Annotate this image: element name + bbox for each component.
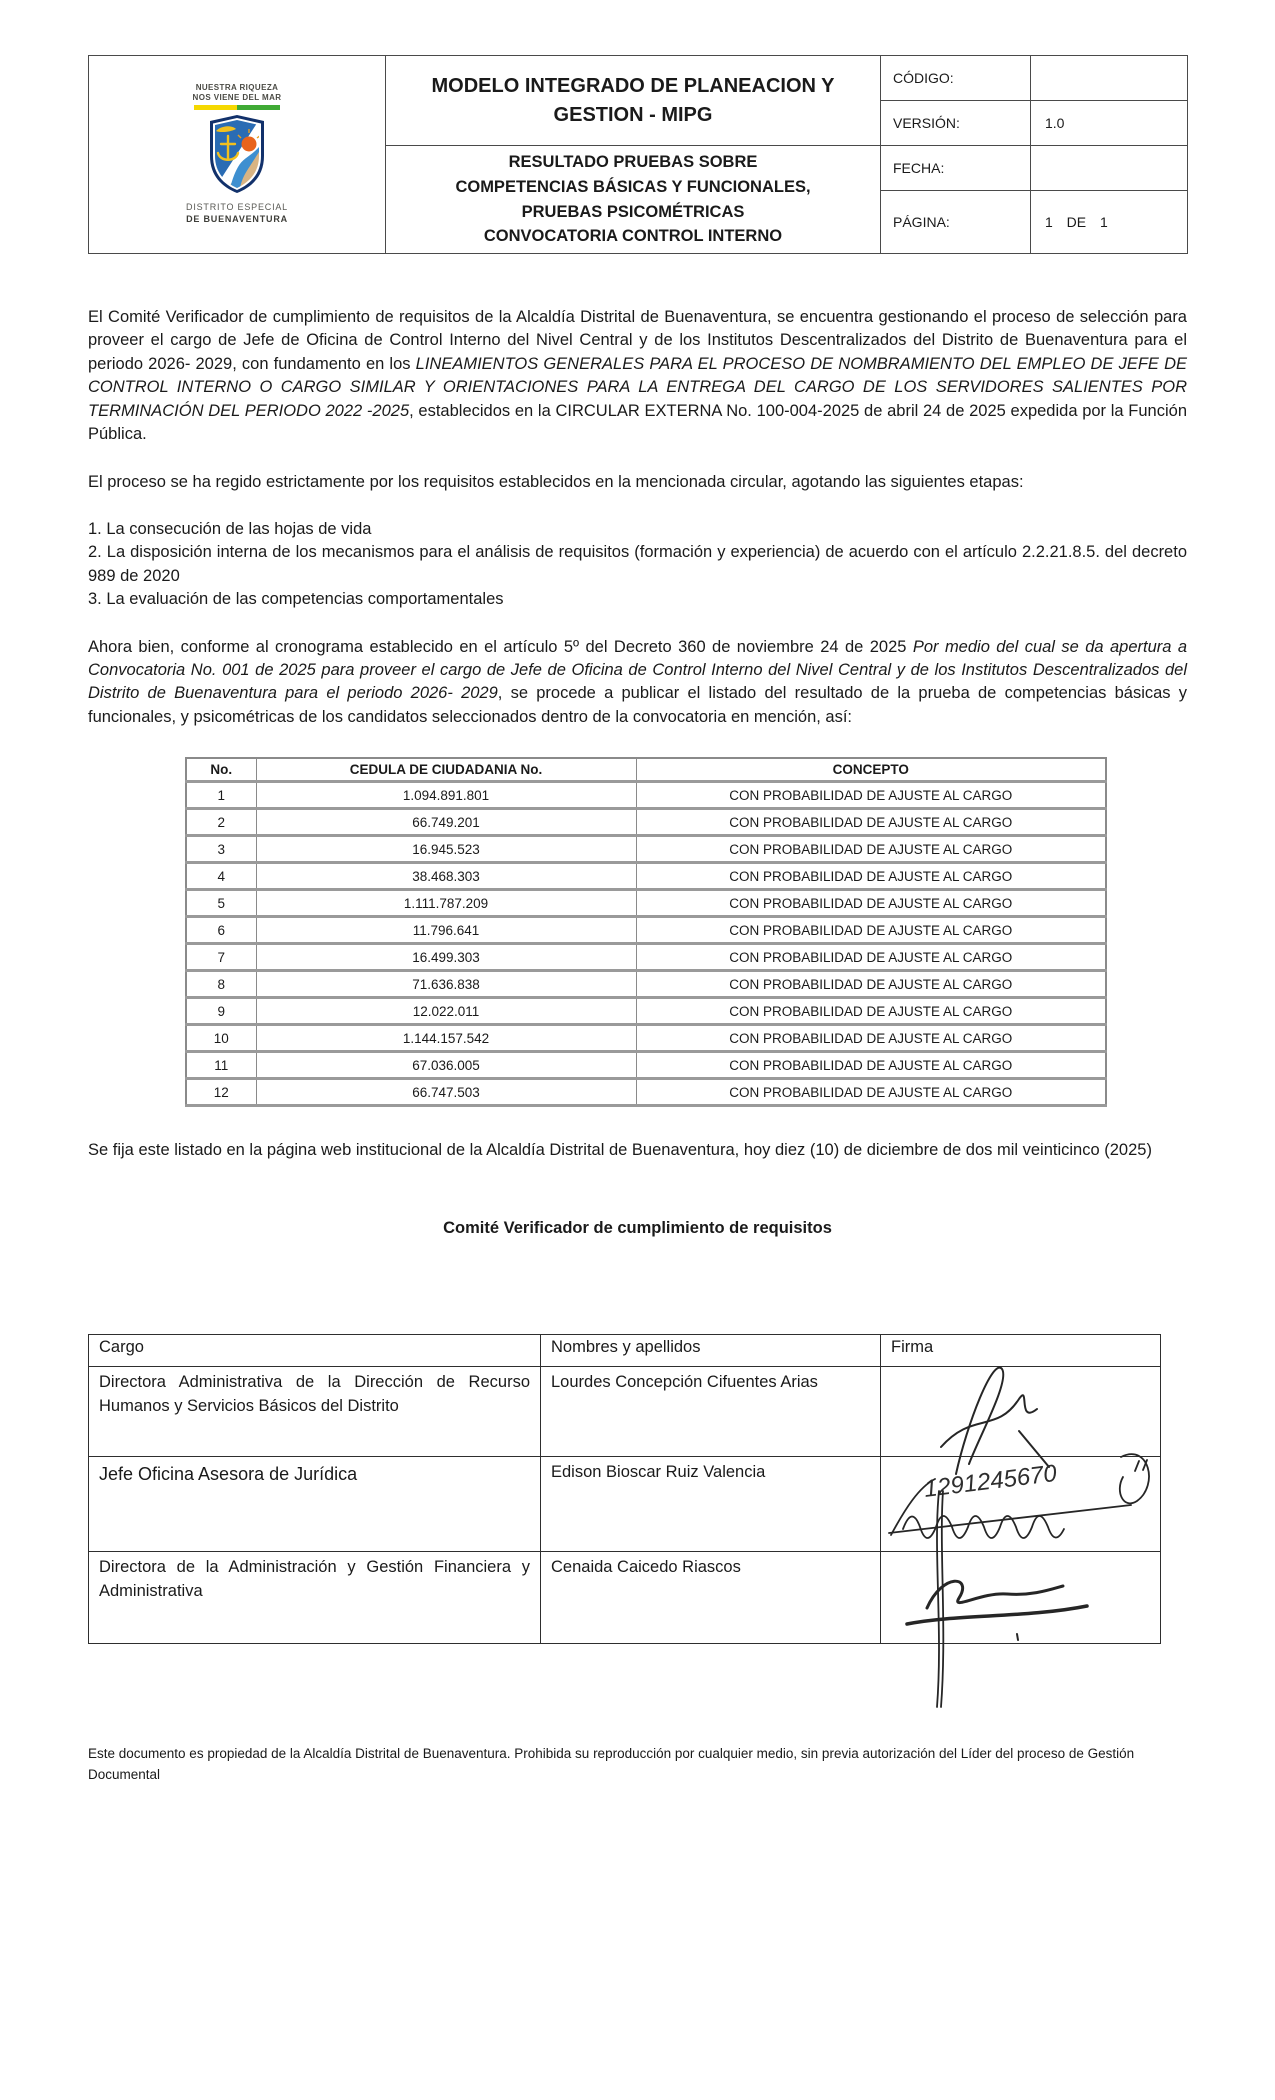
steps-list xyxy=(88,518,1187,612)
step-item: 3. La evaluación de las competencias comportamentales xyxy=(88,590,504,609)
table-row: 6 11.796.641 CON PROBABILIDAD DE AJUSTE AL CARGO xyxy=(186,917,1106,944)
svg-text:1291245670: 1291245670 xyxy=(922,1459,1059,1503)
field-label-codigo: CÓDIGO: xyxy=(881,56,1031,101)
field-value-fecha xyxy=(1031,146,1188,191)
table-row: 9 12.022.011 CON PROBABILIDAD DE AJUSTE AL CARGO xyxy=(186,998,1106,1025)
field-value-pagina: 1 DE 1 xyxy=(1031,191,1188,254)
signature-header-row xyxy=(89,1334,1161,1366)
field-label-version: VERSIÓN: xyxy=(881,101,1031,146)
paragraph-publication: Se fija este listado en la página web institucional de la Alcaldía Distrital de Buenaventura, hoy diez (10) de diciembre de dos mil veinticinco (2025) xyxy=(88,1141,1152,1160)
table-row: 3 16.945.523 CON PROBABILIDAD DE AJUSTE AL CARGO xyxy=(186,836,1106,863)
paragraph-process: El proceso se ha regido estrictamente por los requisitos establecidos en la mencionada circular, agotando las siguientes etapas: xyxy=(88,472,1024,491)
logo-org-name: DISTRITO ESPECIAL DE BUENAVENTURA xyxy=(186,202,288,224)
signature-table xyxy=(88,1334,1161,1644)
field-label-pagina: PÁGINA: xyxy=(881,191,1031,254)
table-row: 8 71.636.838 CON PROBABILIDAD DE AJUSTE AL CARGO xyxy=(186,971,1106,998)
results-table xyxy=(185,757,1107,1107)
signature-row: Directora Administrativa de la Dirección de Recurso Humanos y Servicios Básicos del Distrito Lourdes Concepción Cifuentes Arias xyxy=(89,1366,1161,1456)
col-header-cedula: CEDULA DE CIUDADANIA No. xyxy=(256,758,636,782)
table-row: 11 67.036.005 CON PROBABILIDAD DE AJUSTE AL CARGO xyxy=(186,1052,1106,1079)
results-header-row xyxy=(186,758,1106,782)
header-table xyxy=(88,55,1188,254)
logo-motto: NUESTRA RIQUEZA NOS VIENE DEL MAR xyxy=(192,83,282,103)
table-row: 1 1.094.891.801 CON PROBABILIDAD DE AJUSTE AL CARGO xyxy=(186,782,1106,809)
col-header-cargo: Cargo xyxy=(89,1334,541,1366)
motto-color-bar xyxy=(194,105,280,110)
committee-heading: Comité Verificador de cumplimiento de requisitos xyxy=(443,1218,832,1237)
table-row: 7 16.499.303 CON PROBABILIDAD DE AJUSTE AL CARGO xyxy=(186,944,1106,971)
signature-row: Jefe Oficina Asesora de Jurídica Edison Bioscar Ruiz Valencia 1291245670 xyxy=(89,1456,1161,1551)
col-header-concepto: CONCEPTO xyxy=(636,758,1106,782)
signature-cenaida xyxy=(899,1556,1139,1671)
paragraph-intro: El Comité Verificador de cumplimiento de requisitos de la Alcaldía Distrital de Buenaventura, se encuentra gestionando el proceso de selección para proveer el cargo de Jefe de Oficina de Control Interno del Nivel Central y de los Institutos Descentralizados del Distrito de Buenaventura para el periodo 2026- 2029, con fundamento en los LINEAMIENTOS GENERALES PARA EL PROCESO DE NOMBRAMIENTO DEL EMPLEO DE JEFE DE CONTROL INTERNO O CARGO SIMILAR Y ORIENTACIONES PARA LA ENTREGA DEL CARGO DE LOS SERVIDORES SALIENTES POR TERMINACIÓN DEL PERIODO 2022 -2025, establecidos en la CIRCULAR EXTERNA No. 100-004-2025 de abril 24 de 2025 expedida por la Función Pública. xyxy=(88,308,1187,444)
paragraph-decree: Ahora bien, conforme al cronograma establecido en el artículo 5º del Decreto 360 de noviembre 24 de 2025 Por medio del cual se da apertura a Convocatoria No. 001 de 2025 para proveer el cargo de Jefe de Oficina de Control Interno del Nivel Central y de los Institutos Descentralizados del Distrito de Buenaventura para el periodo 2026- 2029, se procede a publicar el listado del resultado de la prueba de competencias básicas y funcionales, y psicométricas de los candidatos seleccionados dentro de la convocatoria en mención, así: xyxy=(88,637,1188,726)
field-label-fecha: FECHA: xyxy=(881,146,1031,191)
document-title: MODELO INTEGRADO DE PLANEACION Y GESTION - MIPG xyxy=(386,56,881,146)
document-subtitle: RESULTADO PRUEBAS SOBRE COMPETENCIAS BÁSICAS Y FUNCIONALES, PRUEBAS PSICOMÉTRICAS CONVOCATORIA CONTROL INTERNO xyxy=(386,146,881,254)
step-item: 1. La consecución de las hojas de vida xyxy=(88,519,372,538)
col-header-nombres: Nombres y apellidos xyxy=(541,1334,881,1366)
table-row: 12 66.747.503 CON PROBABILIDAD DE AJUSTE AL CARGO xyxy=(186,1079,1106,1106)
table-row: 10 1.144.157.542 CON PROBABILIDAD DE AJUSTE AL CARGO xyxy=(186,1025,1106,1052)
col-header-firma: Firma xyxy=(881,1334,1161,1366)
table-row: 4 38.468.303 CON PROBABILIDAD DE AJUSTE AL CARGO xyxy=(186,863,1106,890)
buenaventura-crest-icon xyxy=(205,114,269,194)
step-item: 2. La disposición interna de los mecanismos para el análisis de requisitos (formación y experiencia) de acuerdo con el artículo 2.2.21.8.5. del decreto 989 de 2020 xyxy=(88,543,1187,585)
signature-row: Directora de la Administración y Gestión Financiera y Administrativa Cenaida Caicedo Riascos xyxy=(89,1551,1161,1643)
footer-note: Este documento es propiedad de la Alcaldía Distrital de Buenaventura. Prohibida su reproducción por cualquier medio, sin previa autorización del Líder del proceso de Gestión Documental xyxy=(88,1745,1135,1782)
logo-cell xyxy=(89,56,386,254)
field-value-version: 1.0 xyxy=(1031,101,1188,146)
field-value-codigo xyxy=(1031,56,1188,101)
table-row: 5 1.111.787.209 CON PROBABILIDAD DE AJUSTE AL CARGO xyxy=(186,890,1106,917)
col-header-no: No. xyxy=(186,758,256,782)
table-row: 2 66.749.201 CON PROBABILIDAD DE AJUSTE AL CARGO xyxy=(186,809,1106,836)
